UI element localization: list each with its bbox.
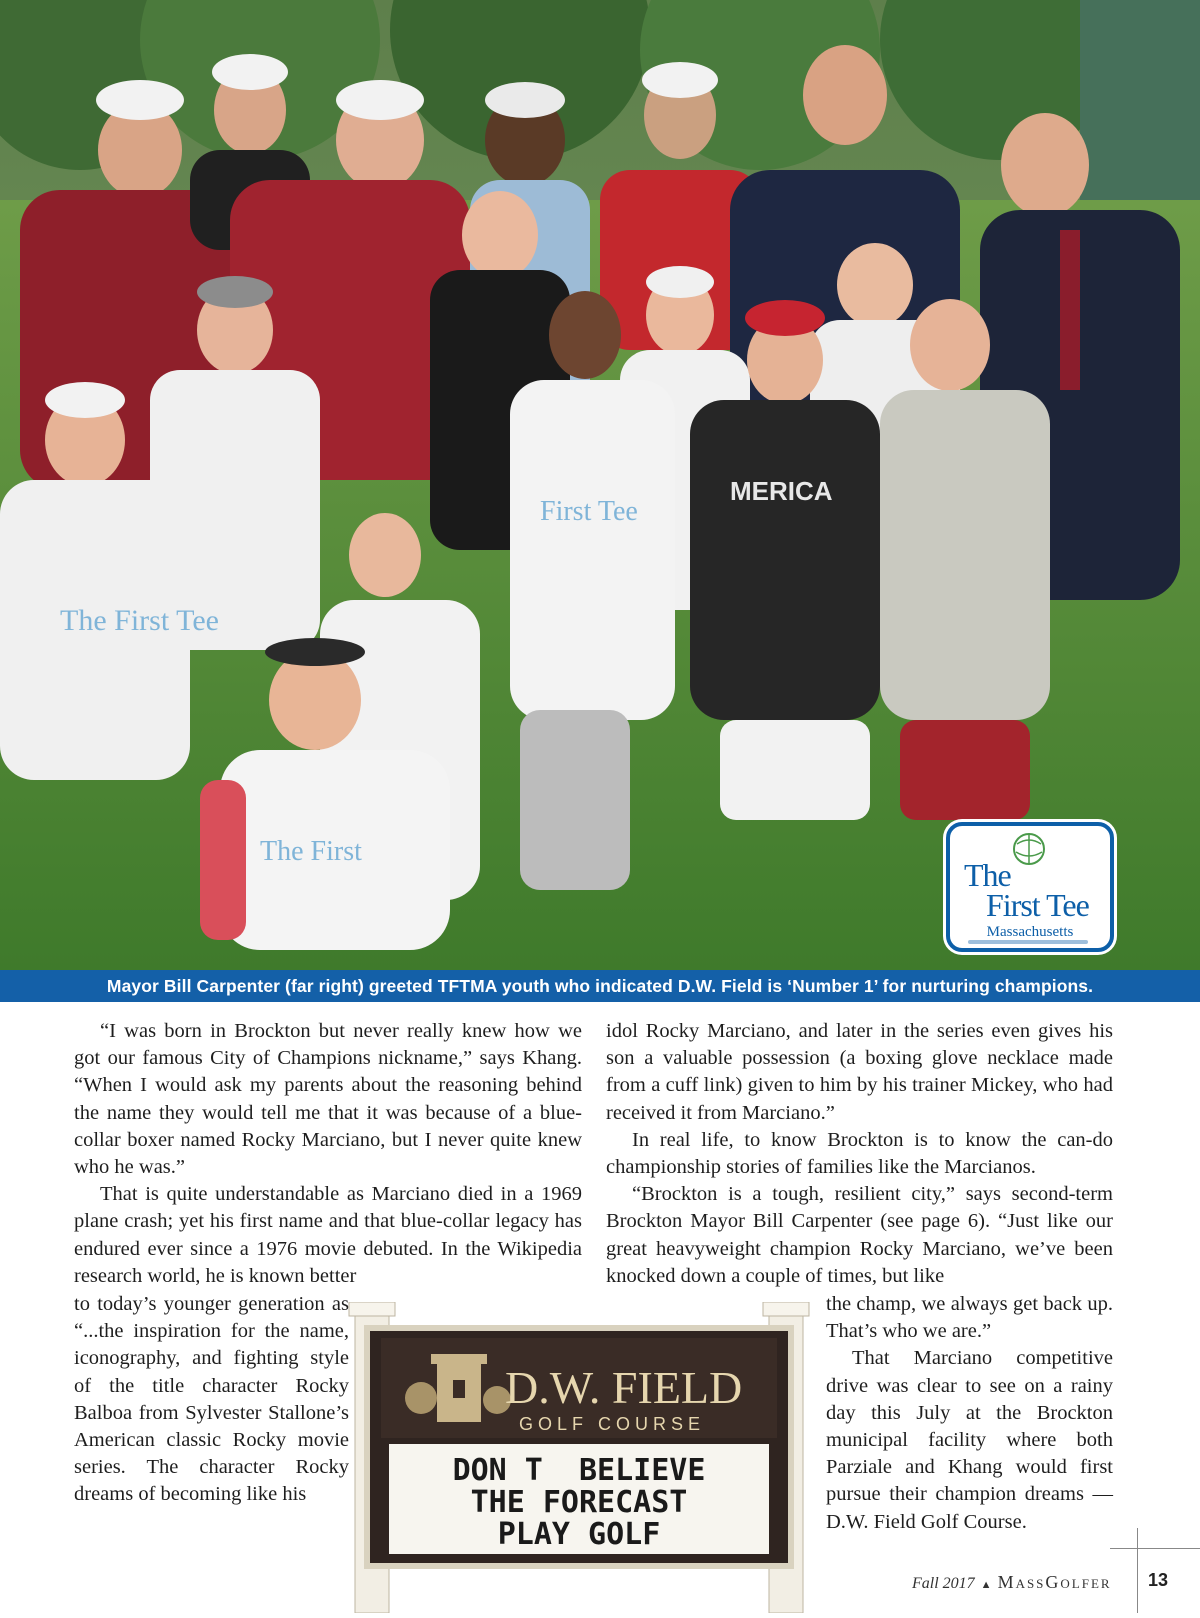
dw-field-sign (341, 1302, 817, 1613)
article-paragraph-wrap: to today’s younger generation as “...the inspiration for the name, iconography, and fighting style of the title character Rocky Balboa from Sylvester Stallone’s American classic Rocky movie series. The character Rocky dreams of becoming like his (74, 1293, 349, 1506)
jacket-print: MERICA (730, 476, 833, 506)
sign-title: D.W. FIELD (505, 1362, 743, 1413)
sign-subtitle: GOLF COURSE (519, 1414, 706, 1434)
logo-line-2: First Tee (986, 887, 1089, 923)
sign-line-1: DON T BELIEVE (452, 1453, 706, 1488)
shirt-logo-text-3: The First (260, 836, 362, 867)
article-paragraph: That is quite understandable as Marciano died in a 1969 plane crash; yet his first name and that blue-collar legacy has endured ever since a 1976 movie debuted. In the Wikipedia research world, he is known better (74, 1183, 582, 1287)
article-left-column (74, 1018, 582, 1290)
article-paragraph: idol Rocky Marciano, and later in the series even gives his son a valuable possession (a boxing glove necklace made from a cuff link) given to him by his trainer Mickey, who had received it from Marciano.” (606, 1020, 1113, 1124)
footer-publication: MassGolfer (997, 1572, 1112, 1592)
article-paragraph: “Brockton is a tough, resilient city,” says second-term Brockton Mayor Bill Carpenter (see page 6). “Just like our great heavyweight champion Rocky Marciano, we’ve been knocked down a couple of times, but like (606, 1183, 1113, 1287)
shirt-logo-text-2: First Tee (540, 496, 638, 527)
globe-icon (1008, 832, 1050, 866)
article-paragraph-wrap: the champ, we always get back up. That’s who we are.” (826, 1293, 1113, 1343)
footer-issue: Fall 2017 (912, 1575, 975, 1592)
photo-caption: Mayor Bill Carpenter (far right) greeted TFTMA youth who indicated D.W. Field is ‘Number 1’ for nurturing champions. (0, 970, 1200, 1002)
article-left-wrap-column (74, 1291, 349, 1509)
footer-divider-vertical (1137, 1528, 1138, 1613)
article-right-wrap-column (826, 1291, 1113, 1536)
page-number: 13 (1148, 1570, 1169, 1590)
article-paragraph: In real life, to know Brockton is to know the can-do championship stories of families like the Marcianos. (606, 1128, 1113, 1179)
sign-illustration (341, 1302, 817, 1613)
footer-divider-horizontal (1110, 1548, 1200, 1549)
logo-swoosh (968, 940, 1088, 944)
logo-subtitle: Massachusetts (986, 924, 1074, 940)
logo-line-1: The (964, 857, 1011, 893)
article-paragraph: “I was born in Brockton but never really knew how we got our famous City of Champions nickname,” says Khang. “When I would ask my parents about the reasoning behind the name they would tell me that it was because of a blue-collar boxer named Rocky Marciano, but I never quite knew who he was.” (74, 1020, 582, 1179)
triangle-icon: ▲ (980, 1579, 992, 1591)
article-right-column (606, 1018, 1113, 1290)
shirt-logo-text: The First Tee (60, 604, 219, 637)
article-paragraph-wrap: That Marciano competitive drive was clear to see on a rainy day this July at the Brockton municipal facility where both Parziale and Khang would first pursue their champion dreams — D.W. Field Golf Course. (826, 1347, 1113, 1533)
page-footer (912, 1572, 1112, 1593)
first-tee-logo (946, 822, 1114, 952)
sign-line-3: PLAY GOLF (497, 1517, 661, 1552)
sign-line-2: THE FORECAST (470, 1485, 688, 1520)
